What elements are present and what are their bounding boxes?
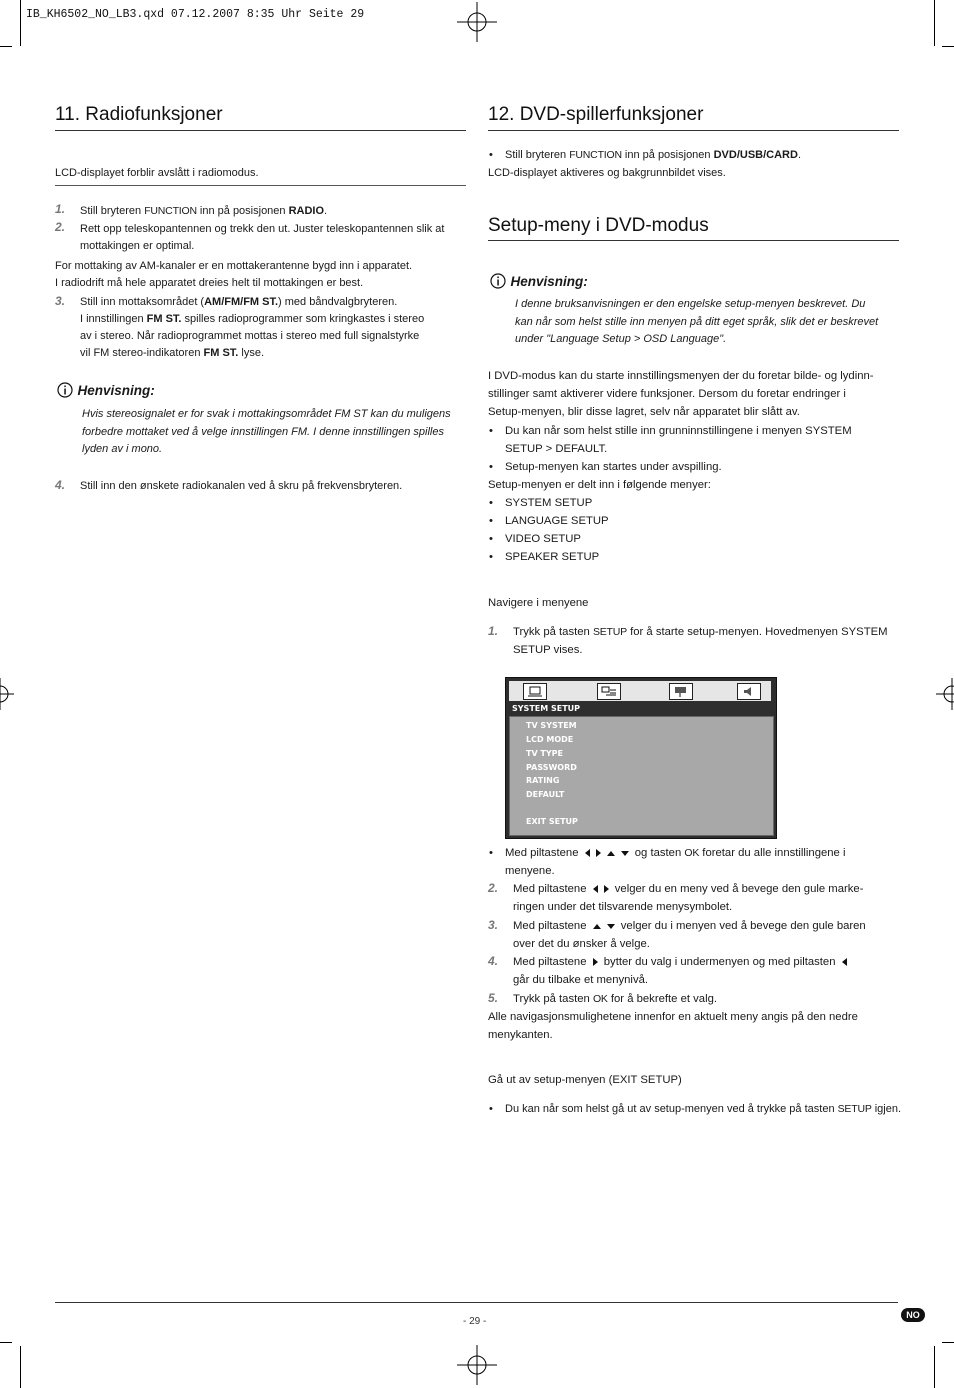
list-item: VIDEO SETUP [505, 533, 581, 545]
crop-mark [0, 46, 12, 47]
info-icon [57, 382, 73, 398]
nav-step-4: Med piltastene bytter du valg i undermenyen og med piltasten går du tilbake et menynivå. [513, 953, 850, 989]
note-left [57, 382, 155, 400]
step-2: Rett opp teleskopantennen og trekk den ut. Juster teleskopantennen slik at mottakingen er optimal. [80, 223, 445, 252]
registration-mark-left [0, 674, 20, 714]
section-heading-dvd: 12. DVD-spillerfunksjoner [488, 104, 704, 125]
step-number: 5. [488, 991, 499, 1005]
osd-title: SYSTEM SETUP [512, 704, 581, 713]
arrow-left-icon [842, 958, 847, 966]
nav-step-1: Trykk på tasten SETUP for å starte setup-menyen. Hovedmenyen SYSTEM SETUP vises. [513, 626, 888, 656]
step-number: 2. [488, 881, 499, 895]
step-number: 1. [488, 624, 499, 638]
note-body: Hvis stereosignalet er for svak i mottakingsområdet FM ST kan du muligens forbedre mottaket ved å velge innstillingen FM. I denne innstillingen spilles lyden av i mono. [82, 408, 451, 455]
arrow-left-icon [593, 885, 598, 893]
step-number: 3. [55, 294, 66, 308]
heading-rule [488, 130, 899, 131]
arrow-down-icon [621, 851, 629, 856]
osd-icon-bar [509, 681, 771, 701]
step-number: 4. [55, 478, 66, 492]
arrow-up-icon [593, 924, 601, 929]
step-number: 4. [488, 954, 499, 968]
crop-mark [20, 0, 21, 46]
step-1: Still bryteren FUNCTION inn på posisjonen RADIO. [80, 205, 328, 217]
registration-mark-right [934, 674, 954, 714]
step-number: 1. [55, 202, 66, 216]
step-number: 3. [488, 918, 499, 932]
list-item: LANGUAGE SETUP [505, 515, 609, 527]
footer-rule [55, 1302, 898, 1303]
language-badge: NO [901, 1308, 925, 1322]
heading-rule [55, 130, 466, 131]
bullet-start: Setup-menyen kan startes under avspilling. [505, 461, 722, 473]
bullet-default: Du kan når som helst stille inn grunninnstillingene i menyen SYSTEM SETUP > DEFAULT. [505, 425, 852, 455]
arrow-left-icon [585, 849, 590, 857]
speaker-setup-icon [737, 683, 761, 700]
divider [55, 185, 466, 186]
note-right [490, 273, 588, 291]
registration-mark-top [457, 2, 497, 42]
arrow-right-icon [593, 958, 598, 966]
nav-step-5: Trykk på tasten OK for å bekrefte et valg. [513, 993, 717, 1005]
note-body: I denne bruksanvisningen er den engelske setup-menyen beskrevet. Du kan når som helst stille inn menyen på ditt eget språk, slik det er beskrevet under "Language Setup > OSD Language". [515, 298, 879, 345]
osd-exit: EXIT SETUP [526, 817, 578, 826]
crop-mark [0, 1342, 12, 1343]
language-setup-icon [597, 683, 621, 700]
page-number: - 29 - [463, 1316, 487, 1327]
menu-list [505, 494, 609, 566]
crop-mark [934, 0, 935, 46]
video-setup-icon [669, 683, 693, 700]
heading-rule [488, 240, 899, 241]
note-title: Henvisning: [510, 274, 588, 289]
step-4: Still inn den ønskete radiokanalen ved å skru på frekvensbryteren. [80, 480, 403, 492]
crop-mark [942, 46, 954, 47]
intro-paragraph: I DVD-modus kan du starte innstillingsmenyen der du foretar bilde- og lydinn- stillinger samt aktiverer videre funksjoner. Dersom du foretar endringer i Setup-menyen, blir disse lagret, selv når apparatet blir slått av. [488, 370, 874, 418]
crop-mark [934, 1346, 935, 1388]
bullet-arrows: Med piltastene og tasten OK foretar du alle innstillingene i menyene. [505, 847, 846, 877]
osd-item: PASSWORD [526, 763, 577, 772]
note-title: Henvisning: [77, 383, 155, 398]
bullet-function: Still bryteren FUNCTION inn på posisjonen DVD/USB/CARD. [505, 149, 801, 161]
arrow-up-icon [607, 851, 615, 856]
arrow-right-icon [596, 849, 601, 857]
nav-step-2: Med piltastene velger du en meny ved å bevege den gule marke- ringen under det tilsvarende menysymbolet. [513, 883, 864, 913]
system-setup-icon [523, 683, 547, 700]
registration-mark-bottom [457, 1345, 497, 1385]
section-heading-setup: Setup-meny i DVD-modus [488, 215, 709, 236]
osd-system-setup [505, 677, 777, 839]
crop-mark [20, 1346, 21, 1388]
intro-text: LCD-displayet forblir avslått i radiomodus. [55, 167, 259, 179]
menus-intro: Setup-menyen er delt inn i følgende menyer: [488, 479, 711, 491]
arrow-down-icon [607, 924, 615, 929]
osd-menu-panel [509, 716, 774, 836]
lcd-text: LCD-displayet aktiveres og bakgrunnbildet vises. [488, 167, 726, 179]
section-heading-radio: 11. Radiofunksjoner [55, 104, 223, 125]
osd-item: LCD MODE [526, 735, 574, 744]
exit-heading: Gå ut av setup-menyen (EXIT SETUP) [488, 1074, 682, 1086]
list-item: SPEAKER SETUP [505, 551, 600, 563]
list-item: SYSTEM SETUP [505, 497, 593, 509]
file-info: IB_KH6502_NO_LB3.qxd 07.12.2007 8:35 Uhr Seite 29 [26, 8, 365, 21]
crop-mark [942, 1342, 954, 1343]
arrow-right-icon [604, 885, 609, 893]
step-3: Still inn mottaksområdet (AM/FM/FM ST.) med båndvalgbryteren. I innstillingen FM ST. spilles radioprogrammer som kringkastes i stereo av i stereo. Når radioprogrammet mottas i stereo med full signalstyrke vil FM stereo-indikatoren FM ST. lyse. [80, 296, 425, 359]
osd-item: TV TYPE [526, 749, 564, 758]
nav-heading: Navigere i menyene [488, 597, 589, 609]
nav-step-3: Med piltastene velger du i menyen ved å bevege den gule baren over det du ønsker å velge. [513, 920, 866, 950]
osd-item: TV SYSTEM [526, 721, 577, 730]
info-icon [490, 273, 506, 289]
osd-item: DEFAULT [526, 790, 565, 799]
am-paragraph: For mottaking av AM-kanaler er en mottakerantenne bygd inn i apparatet. I radiodrift må hele apparatet dreies helt til mottakingen er best. [55, 260, 413, 289]
bullet-exit: Du kan når som helst gå ut av setup-menyen ved å trykke på tasten SETUP igjen. [505, 1103, 901, 1115]
osd-item: RATING [526, 776, 560, 785]
step-number: 2. [55, 220, 66, 234]
nav-paragraph: Alle navigasjonsmulighetene innenfor en aktuelt meny angis på den nedre menykanten. [488, 1011, 858, 1041]
